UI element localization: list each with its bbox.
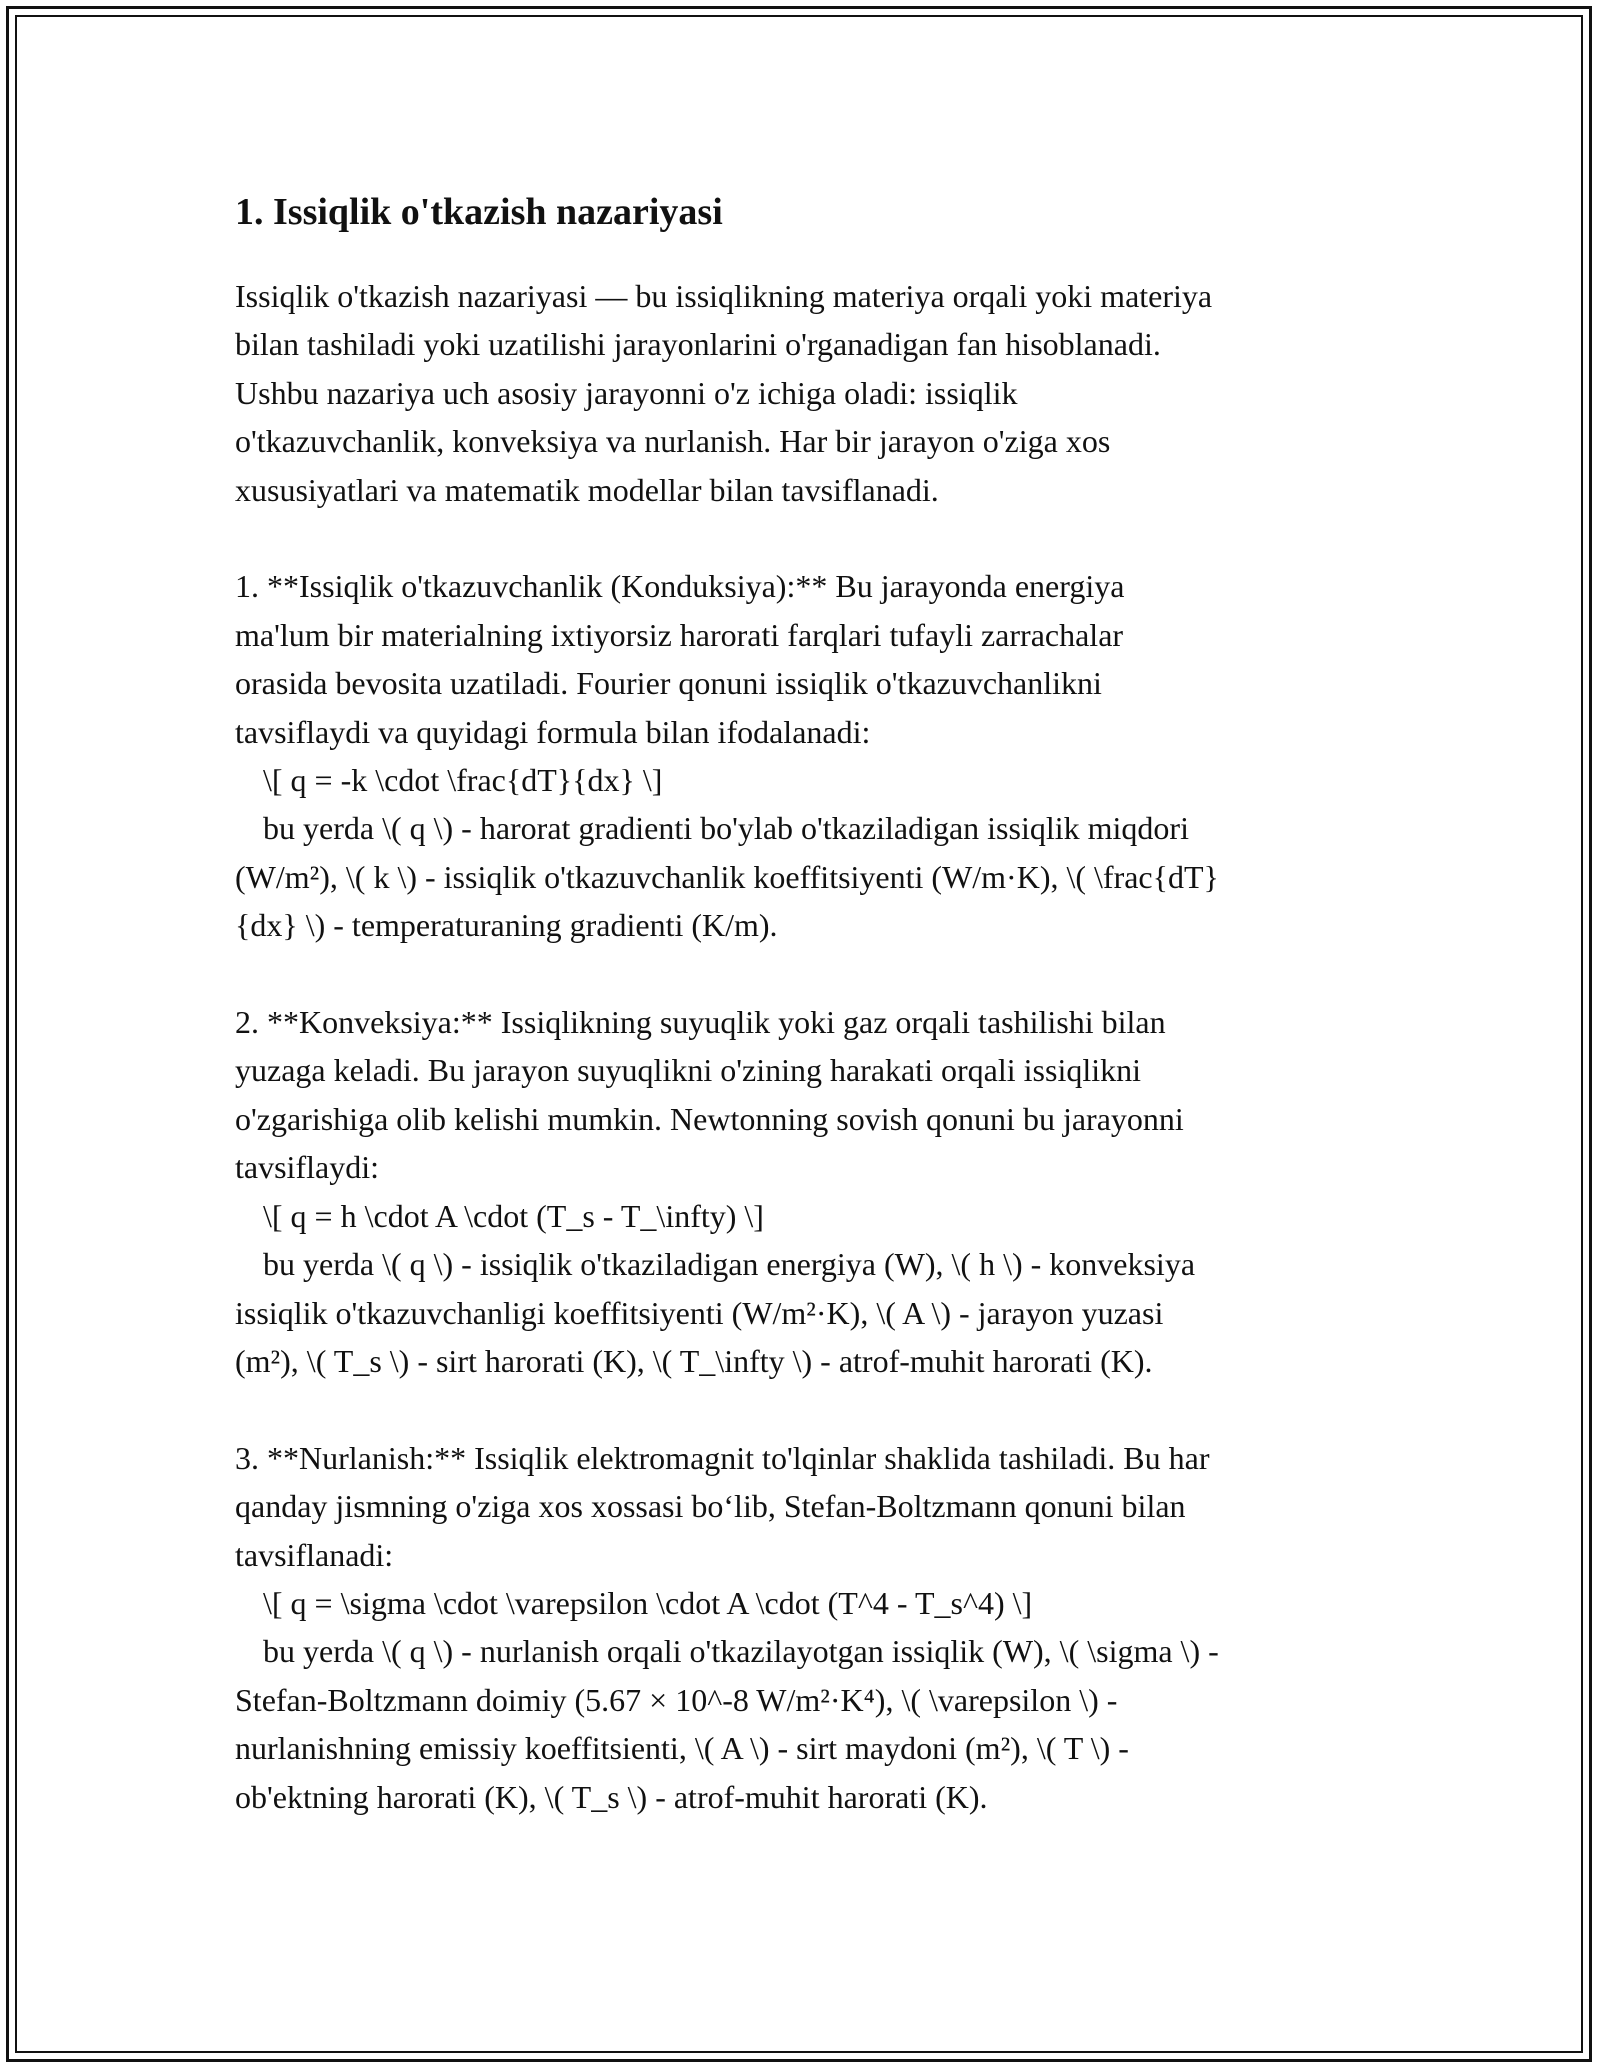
newton-cooling-formula: \[ q = h \cdot A \cdot (T_s - T_\infty) \] <box>263 1197 764 1234</box>
fourier-formula: \[ q = -k \cdot \frac{dT}{dx} \] <box>263 762 663 799</box>
conduction-line: 1. **Issiqlik o'tkazuvchanlik (Konduksiya):** Bu jarayonda energiya <box>235 568 1125 605</box>
paragraph-gap <box>235 1385 1365 1433</box>
conduction-line: tavsiflaydi va quyidagi formula bilan ifodalanadi: <box>235 713 871 750</box>
convection-section <box>235 998 1365 1385</box>
document-body <box>235 186 1365 1821</box>
intro-line: Issiqlik o'tkazish nazariyasi — bu issiqlikning materiya orqali yoki materiya <box>235 278 1213 314</box>
convection-explanation-line: (m²), \( T_s \) - sirt harorati (K), \( T_\infty \) - atrof-muhit harorati (K). <box>235 1342 1153 1379</box>
convection-explanation-line: issiqlik o'tkazuvchanligi koeffitsiyenti (W/m²·K), \( A \) - jarayon yuzasi <box>235 1294 1164 1331</box>
radiation-explanation-line: ob'ektning harorati (K), \( T_s \) - atrof-muhit harorati (K). <box>235 1778 988 1815</box>
intro-line: Ushbu nazariya uch asosiy jarayonni o'z ichiga oladi: issiqlik <box>235 374 1018 411</box>
conduction-explanation: bu yerda \( q \) - harorat gradienti bo'ylab o'tkaziladigan issiqlik miqdori <box>263 810 1189 847</box>
radiation-explanation-line: Stefan-Boltzmann doimiy (5.67 × 10^-8 W/m²·K⁴), \( \varepsilon \) - <box>235 1681 1118 1718</box>
convection-line: yuzaga keladi. Bu jarayon suyuqlikni o'zining harakati orqali issiqlikni <box>235 1052 1142 1089</box>
radiation-line: tavsiflanadi: <box>235 1536 394 1573</box>
intro-line: xususiyatlari va matematik modellar bilan tavsiflanadi. <box>235 471 939 508</box>
radiation-explanation: bu yerda \( q \) - nurlanish orqali o'tkazilayotgan issiqlik (W), \( \sigma \) - <box>263 1633 1219 1670</box>
stefan-boltzmann-formula: \[ q = \sigma \cdot \varepsilon \cdot A \cdot (T^4 - T_s^4) \] <box>263 1584 1033 1621</box>
conduction-explanation-line: (W/m²), \( k \) - issiqlik o'tkazuvchanlik koeffitsiyenti (W/m·K), \( \frac{dT} <box>235 858 1219 895</box>
intro-line: o'tkazuvchanlik, konveksiya va nurlanish. Har bir jarayon o'ziga xos <box>235 423 1111 460</box>
convection-line: tavsiflaydi: <box>235 1149 379 1186</box>
radiation-section <box>235 1434 1365 1821</box>
section-heading: 1. Issiqlik o'tkazish nazariyasi <box>235 191 723 233</box>
radiation-line: qanday jismning o'ziga xos xossasi bo‘lib, Stefan-Boltzmann qonuni bilan <box>235 1488 1186 1525</box>
intro-paragraph <box>235 272 1365 514</box>
convection-line: o'zgarishiga olib kelishi mumkin. Newtonning sovish qonuni bu jarayonni <box>235 1100 1184 1137</box>
conduction-line: ma'lum bir materialning ixtiyorsiz harorati farqlari tufayli zarrachalar <box>235 616 1124 653</box>
intro-line: bilan tashiladi yoki uzatilishi jarayonlarini o'rganadigan fan hisoblanadi. <box>235 326 1161 363</box>
conduction-explanation-line: {dx} \) - temperaturaning gradienti (K/m). <box>235 907 778 944</box>
conduction-line: orasida bevosita uzatiladi. Fourier qonuni issiqlik o'tkazuvchanlikni <box>235 665 1102 702</box>
radiation-line: 3. **Nurlanish:** Issiqlik elektromagnit to'lqinlar shaklida tashiladi. Bu har <box>235 1439 1210 1476</box>
convection-explanation: bu yerda \( q \) - issiqlik o'tkaziladigan energiya (W), \( h \) - konveksiya <box>263 1246 1196 1283</box>
radiation-explanation-line: nurlanishning emissiy koeffitsienti, \( A \) - sirt maydoni (m²), \( T \) - <box>235 1730 1129 1767</box>
convection-line: 2. **Konveksiya:** Issiqlikning suyuqlik yoki gaz orqali tashilishi bilan <box>235 1004 1166 1041</box>
conduction-section <box>235 562 1365 949</box>
paragraph-gap <box>235 950 1365 998</box>
paragraph-gap <box>235 514 1365 562</box>
